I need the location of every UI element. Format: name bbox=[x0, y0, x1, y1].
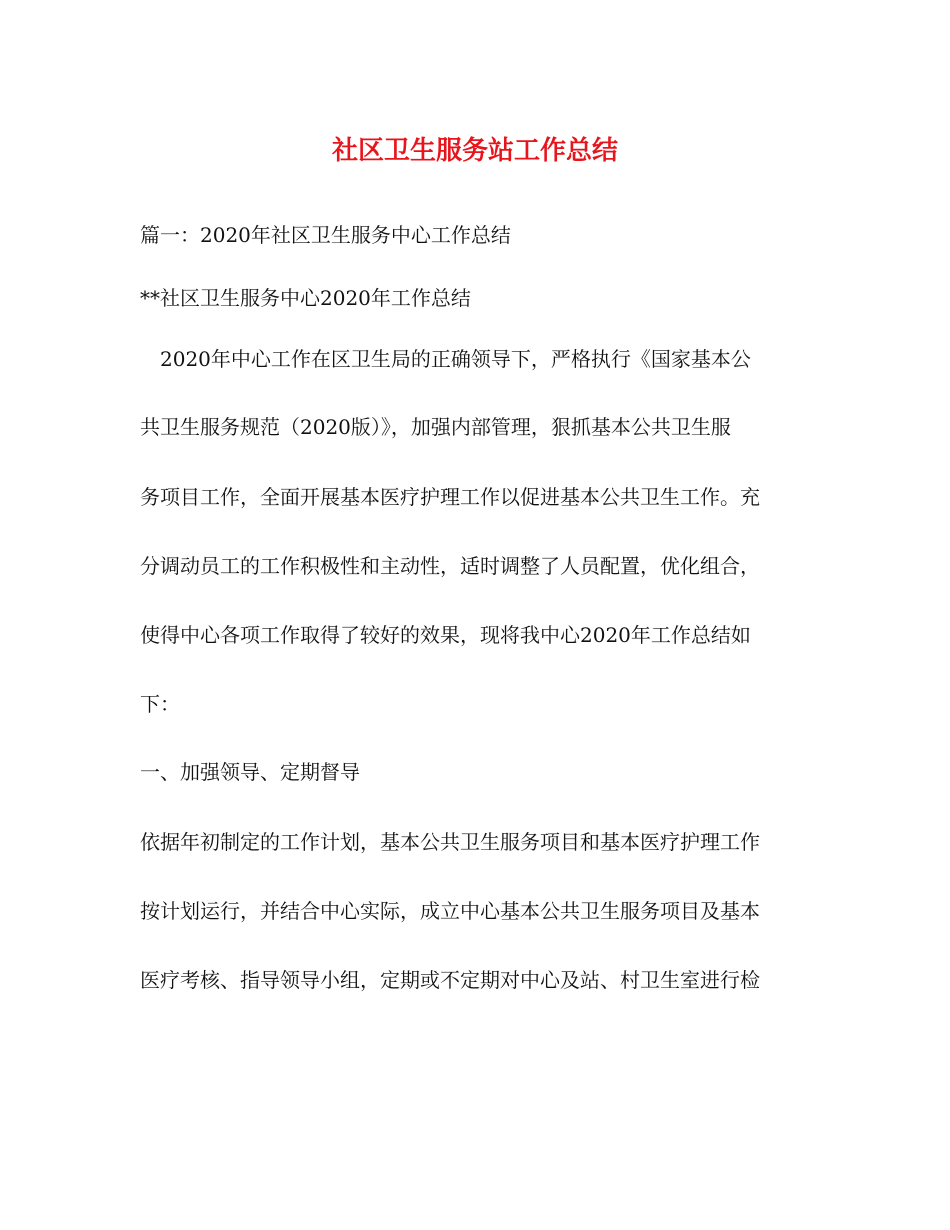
paragraph-1-line: 务项目工作，全面开展基本医疗护理工作以促进基本公共卫生工作。充 bbox=[140, 485, 760, 509]
paragraph-2-line: 按计划运行，并结合中心实际，成立中心基本公共卫生服务项目及基本 bbox=[140, 899, 760, 923]
paragraph-1-line: 共卫生服务规范（2020版）》，加强内部管理，狠抓基本公共卫生服 bbox=[140, 415, 731, 439]
subtitle-2: **社区卫生服务中心2020年工作总结 bbox=[140, 286, 471, 310]
paragraph-1-line: 使得中心各项工作取得了较好的效果，现将我中心2020年工作总结如 bbox=[140, 623, 751, 647]
paragraph-1-line: 下： bbox=[140, 692, 180, 716]
document-title: 社区卫生服务站工作总结 bbox=[331, 136, 618, 166]
subtitle-1: 篇一：2020年社区卫生服务中心工作总结 bbox=[140, 223, 511, 247]
paragraph-1-line: 分调动员工的工作积极性和主动性，适时调整了人员配置，优化组合， bbox=[140, 554, 760, 578]
paragraph-2-line: 医疗考核、指导领导小组，定期或不定期对中心及站、村卫生室进行检 bbox=[140, 968, 760, 992]
paragraph-1-line: 2020年中心工作在区卫生局的正确领导下，严格执行《国家基本公 bbox=[160, 347, 751, 371]
paragraph-2-line: 依据年初制定的工作计划，基本公共卫生服务项目和基本医疗护理工作 bbox=[140, 830, 760, 854]
section-1-heading: 一、加强领导、定期督导 bbox=[140, 760, 360, 784]
